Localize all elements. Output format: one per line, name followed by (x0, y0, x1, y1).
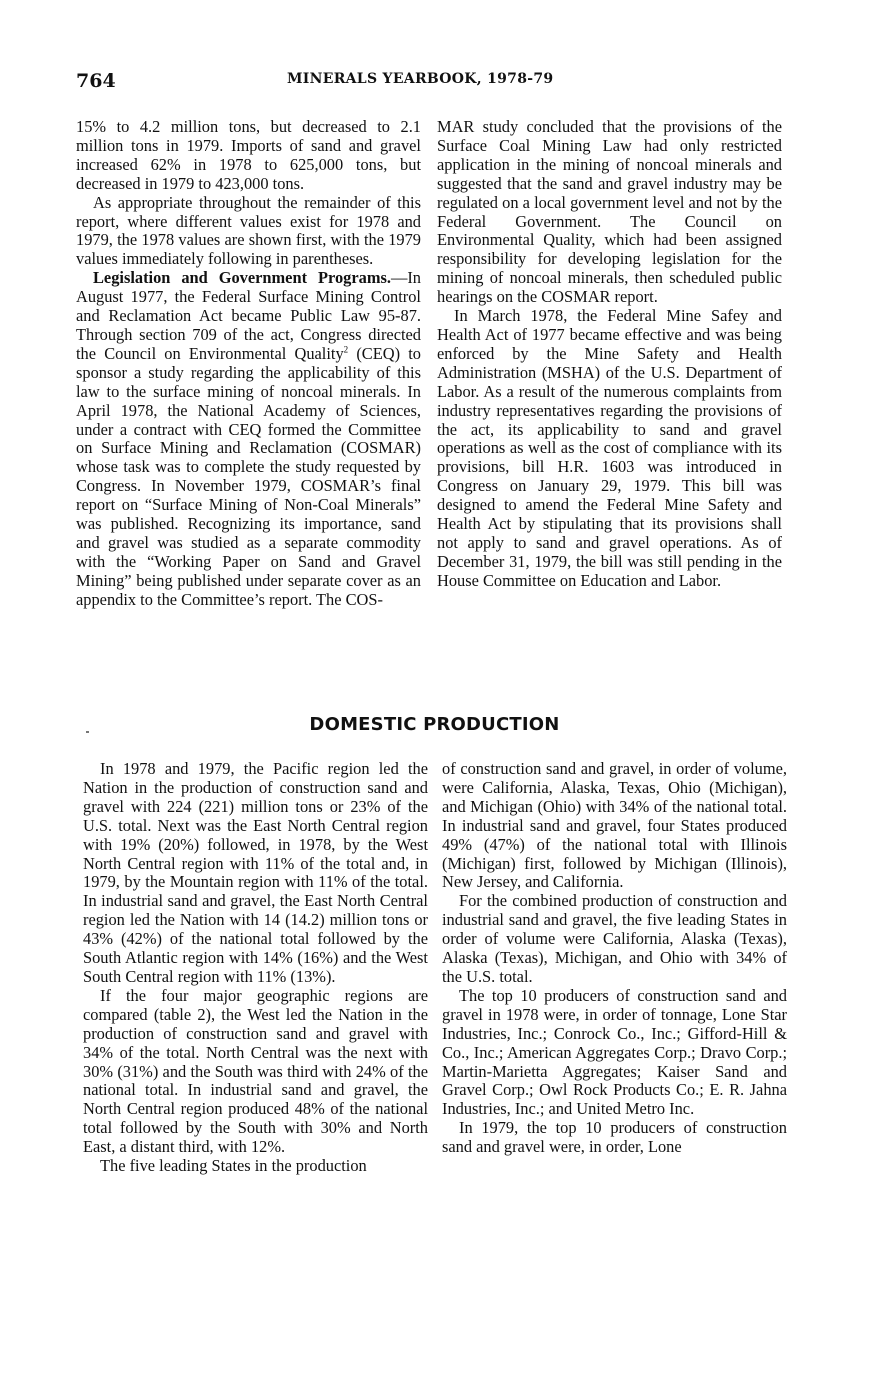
paragraph-text: (CEQ) to sponsor a study regarding the applicability of this law to the surface mining of noncoal minerals. In April 1978, the National Academy of Sciences, under a contract with CEQ formed the Committee on Surface Mining and Reclamation (COSMAR) whose task was to complete the study requested by Congress. In November 1979, COSMAR’s final report on “Surface Mining of Non-Coal Minerals” was published. Recognizing its importance, sand and gravel was studied as a separate commodity with the “Working Paper on Sand and Gravel Mining” being published under separate cover as an appendix to the Committee’s report. The COS- (76, 343, 421, 609)
paragraph-legislation (76, 269, 421, 609)
lower-left-column (83, 760, 428, 1176)
paragraph: The top 10 producers of construction sand and gravel in 1978 were, in order of tonnage, Lone Star Industries, Inc.; Conrock Co., Inc.; Gifford-Hill & Co., Inc.; American Aggregates Corp.; Dravo Corp.; Martin-Marietta Aggregates; Kaiser Sand and Gravel Corp.; Owl Rock Products Co.; E. R. Jahna Industries, Inc.; and United Metro Inc. (442, 985, 787, 1119)
upper-left-column (76, 118, 421, 610)
page-number: 764 (76, 70, 116, 92)
lower-right-column (442, 760, 787, 1157)
paragraph: The five leading States in the production (100, 1156, 367, 1176)
paragraph: MAR study concluded that the provisions of the Surface Coal Mining Law had only restricted application in the mining of noncoal minerals and suggested that the sand and gravel industry may be regulated on a local government level and not by the Federal Government. The Council on Environmental Quality, which had been assigned responsibility for developing legislation for the mining of noncoal minerals, then scheduled public hearings on the COSMAR report. (437, 117, 782, 307)
running-title: MINERALS YEARBOOK, 1978-79 (287, 71, 554, 87)
footnote-marker: 2 (343, 344, 349, 355)
paragraph: In March 1978, the Federal Mine Safey and Health Act of 1977 became effective and was being enforced by the Mine Safety and Health Administration (MSHA) of the U.S. Department of Labor. As a result of the numerous complaints from industry representatives regarding the provisions of the act, its applicability to sand and gravel operations as well as the cost of compliance with its provisions, bill H.R. 1603 was introduced in Congress on January 29, 1979. This bill was designed to amend the Federal Mine Safety and Health Act by stipulating that its provisions shall not apply to sand and gravel operations. As of December 31, 1979, the bill was still pending in the House Committee on Education and Labor. (437, 306, 782, 590)
paragraph: In 1978 and 1979, the Pacific region led the Nation in the production of construction sand and gravel with 224 (221) million tons or 23% of the U.S. total. Next was the East North Central region with 19% (20%) followed, in 1978, by the West North Central region with 11% of the total and, in 1979, by the Mountain region with 11% of the total. In industrial sand and gravel, the East North Central region led the Nation with 14 (14.2) million tons or 43% (42%) of the national total followed by the South Atlantic region with 14% (16%) and the West South Central region with 11% (13%). (83, 759, 428, 986)
upper-right-column (437, 118, 782, 591)
run-in-heading: Legislation and Government Programs. (93, 268, 391, 288)
paragraph: For the combined production of construction and industrial sand and gravel, the five leading States in order of volume were California, Alaska (Texas), Alaska (Texas), Michigan, and Ohio with 34% of the U.S. total. (442, 891, 787, 986)
paragraph: 15% to 4.2 million tons, but decreased to 2.1 million tons in 1979. Imports of sand and gravel increased 62% in 1978 to 625,000 tons, but decreased in 1979 to 423,000 tons. (76, 117, 421, 193)
section-heading: DOMESTIC PRODUCTION (309, 714, 560, 735)
paragraph: As appropriate throughout the remainder of this report, where different values exist for 1978 and 1979, the 1978 values are shown first, with the 1979 values immediately following in parentheses. (76, 192, 421, 269)
paragraph: of construction sand and gravel, in order of volume, were California, Alaska, Texas, Ohio (Michigan), and Michigan (Ohio) with 34% of the national total. In industrial sand and gravel, four States produced 49% (47%) of the national total with Illinois (Michigan) first, followed by Michigan (Illinois), New Jersey, and California. (442, 759, 787, 892)
paragraph-text: —In August 1977, the Federal Surface Mining Control and Reclamation Act became Public Law 95-87. Through section 709 of the act, Congress directed the Council on Environmental Quality (76, 268, 421, 363)
paragraph: If the four major geographic regions are compared (table 2), the West led the Nation in the production of construction sand and gravel with 34% of the total. North Central was the next with 30% (31%) and the South was third with 24% of the national total. In industrial sand and gravel, the North Central region produced 48% of the national total followed by the South with 30% and North East, a distant third, with 12%. (83, 985, 428, 1157)
paragraph: In 1979, the top 10 producers of construction sand and gravel were, in order, Lone (442, 1118, 787, 1157)
